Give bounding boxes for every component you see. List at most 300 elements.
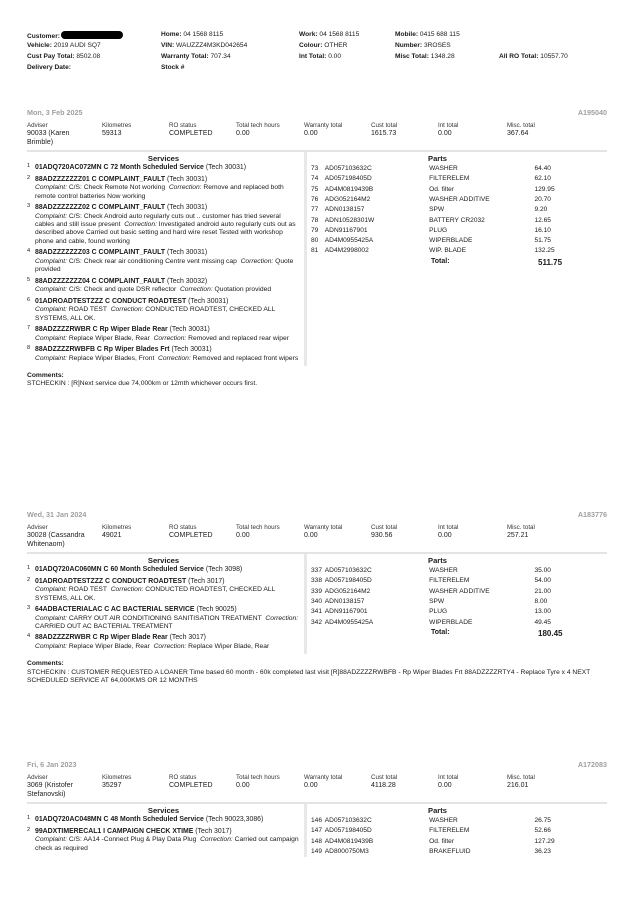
total-tech-hours-value: 0.00 (236, 531, 250, 539)
warranty-total-label: Warranty total (304, 122, 343, 129)
correction-text: CARRIED OUT AC BACTERIAL TREATMENT (35, 623, 173, 630)
part-code: ADN10528301W (324, 216, 375, 224)
service-detail (35, 355, 300, 363)
warranty-total-value: 0.00 (304, 129, 318, 137)
service-detail (35, 335, 300, 343)
cust-total-column (371, 524, 397, 541)
part-row (311, 837, 564, 847)
ro-body (27, 152, 607, 366)
adviser-label: Adviser (27, 122, 48, 129)
complaint-text: Replace Wiper Blade, Rear (68, 643, 150, 650)
part-row (311, 236, 564, 246)
kilometres-label: Kilometres (102, 524, 132, 531)
part-description: Od. filter (429, 185, 455, 193)
part-code: AD057198405D (324, 175, 372, 183)
part-code: ADN0138157 (324, 206, 365, 214)
service-number: 2 (27, 576, 31, 583)
complaint-label: Complaint: (35, 354, 67, 362)
part-amount: 49.45 (534, 618, 551, 626)
part-row (311, 215, 564, 225)
part-amount: 54.00 (534, 577, 551, 585)
ro-number: A195040 (577, 108, 607, 117)
adviser-column (27, 524, 93, 549)
cust-total-label: Cust total (371, 122, 398, 129)
service-number: 4 (27, 248, 31, 255)
ro-body (27, 554, 607, 654)
kilometres-column (102, 524, 131, 541)
part-index: 146 (311, 817, 323, 825)
complaint-label: Complaint: (35, 614, 67, 622)
service-tech: (Tech 3017) (188, 577, 225, 585)
complaint-text: ROAD TEST (68, 586, 107, 594)
service-code: 01ADROADTESTZZZ C CONDUCT ROADTEST (35, 297, 187, 305)
parts-total-row (311, 628, 564, 640)
part-description: WIPERBLADE (429, 618, 473, 626)
part-description: FILTERELEM (429, 175, 470, 183)
service-tech: (Tech 30032) (166, 277, 208, 285)
services-heading: Services (147, 556, 180, 565)
complaint-text: Replace Wiper Blade, Rear (68, 334, 150, 342)
correction-label: Correction: (179, 286, 213, 294)
part-row (311, 576, 564, 586)
part-amount: 51.75 (534, 237, 551, 245)
ro-summary (27, 774, 607, 804)
service-number: 8 (27, 344, 31, 351)
part-description: FILTERELEM (429, 827, 470, 835)
part-amount: 64.40 (534, 165, 551, 173)
service-code: 88ADZZZZZZZ02 C COMPLAINT_FAULT (35, 204, 166, 211)
service-code: 88ADZZZZRWBR C Rp Wiper Blade Rear (35, 325, 168, 333)
int-total-value: 0.00 (438, 781, 452, 789)
service-number: 7 (27, 324, 31, 331)
delivery-date-field: Delivery Date: (27, 64, 71, 71)
misc-total-column (507, 524, 535, 541)
parts-heading: Parts (428, 806, 447, 815)
correction-label: Correction: (153, 334, 187, 342)
part-index: 74 (311, 175, 319, 183)
part-index: 147 (311, 827, 323, 835)
service-code: 01ADQ720AC048MN C 48 Month Scheduled Service (35, 816, 204, 823)
service-item (27, 326, 300, 343)
service-detail (35, 306, 300, 323)
service-code: 88ADZZZZZZZ04 C COMPLAINT_FAULT (35, 277, 166, 285)
cust-total-value: 4118.28 (371, 781, 396, 789)
service-tech: (Tech 3098) (205, 566, 243, 573)
service-item (27, 249, 300, 274)
cust-total-value: 930.56 (371, 531, 393, 539)
service-tech: (Tech 30031) (171, 345, 212, 353)
part-amount: 26.75 (534, 817, 551, 825)
service-number: 3 (27, 203, 31, 209)
total-tech-hours-column (236, 774, 280, 791)
part-amount: 132.25 (534, 247, 555, 255)
service-item (27, 634, 300, 651)
service-item (27, 816, 300, 825)
part-description: WASHER ADDITIVE (429, 587, 490, 595)
part-index: 77 (311, 206, 319, 214)
part-description: WIPERBLADE (429, 237, 473, 245)
cust-total-column (371, 122, 397, 139)
ro-header (27, 108, 607, 122)
service-code: 88ADZZZZZZZ01 C COMPLAINT_FAULT (35, 175, 166, 183)
part-row (311, 185, 564, 195)
part-code: AD057198405D (324, 827, 372, 835)
correction-text: CONDUCTED ROADTEST, CHECKED ALL SYSTEMS, ALL OK. (35, 306, 276, 322)
ro-status-value: COMPLETED (169, 531, 213, 539)
part-index: 149 (311, 847, 323, 855)
correction-label: Correction: (110, 586, 144, 594)
ro-date: Fri, 6 Jan 2023 (27, 760, 77, 769)
complaint-text: Replace Wiper Blades, Front (68, 354, 155, 362)
parts-heading: Parts (428, 154, 447, 163)
part-description: Od. filter (429, 837, 455, 845)
service-number: 4 (27, 633, 31, 640)
part-code: ADG052164M2 (324, 587, 371, 595)
service-code: 01ADQ720AC060MN C 60 Month Scheduled Service (35, 566, 204, 573)
service-code: 99ADXTIMERECAL1 I CAMPAIGN CHECK XTIME (35, 827, 194, 835)
total-tech-hours-value: 0.00 (236, 129, 250, 137)
warranty-total-field: Warranty Total: 707.34 (161, 53, 231, 60)
part-code: AD057198405D (324, 577, 372, 585)
part-index: 79 (311, 226, 319, 234)
service-item (27, 578, 300, 603)
correction-text: Carried out campaign check as required (35, 836, 299, 852)
complaint-label: Complaint: (35, 184, 67, 192)
repair-order (27, 510, 607, 686)
service-item (27, 566, 300, 575)
part-row (311, 226, 564, 236)
service-item (27, 606, 300, 631)
service-tech: (Tech 90023,3086) (205, 816, 264, 823)
customer-field: Customer: (27, 31, 123, 41)
part-description: SPW (429, 206, 445, 214)
warranty-total-value: 0.00 (304, 781, 318, 789)
misc-total-value: 367.64 (507, 129, 529, 137)
part-index: 75 (311, 185, 319, 193)
int-total-label: Int total (438, 524, 459, 531)
part-amount: 13.00 (534, 608, 551, 616)
parts-column (304, 554, 564, 654)
part-index: 339 (311, 587, 323, 595)
correction-label: Correction: (240, 257, 274, 265)
misc-total-label: Misc. total (507, 524, 535, 531)
comments-text: STCHECKIN : CUSTOMER REQUESTED A LOANER Time based 60 month - 60k completed last visit [R]88ADZZZZRWBFB - Rp Wiper Blades Frt 88ADZZZZRTY4 - Replace Tyre x 4 NEXT SCHEDULED SERVICE AT 64,000KMS OR 12 MONTHS (27, 668, 591, 685)
int-total-value: 0.00 (438, 129, 452, 137)
ro-summary (27, 524, 607, 554)
part-amount: 62.10 (534, 175, 551, 183)
total-tech-hours-column (236, 524, 280, 541)
part-row (311, 607, 564, 617)
complaint-label: Complaint: (35, 643, 67, 650)
warranty-total-column (304, 774, 342, 791)
service-code: 64ADBACTERIALAC C AC BACTERIAL SERVICE (35, 606, 195, 613)
work-phone-field: Work: 04 1568 8115 (299, 31, 360, 38)
ro-status-label: RO status (169, 524, 197, 531)
correction-text: Remove and replaced both remote control batteries Now working (35, 184, 284, 200)
service-number: 3 (27, 605, 31, 611)
ro-status-value: COMPLETED (169, 129, 213, 137)
services-column (27, 152, 304, 366)
warranty-total-column (304, 524, 342, 541)
service-detail (35, 836, 300, 853)
ro-comments (27, 372, 607, 389)
part-row (311, 826, 564, 836)
complaint-label: Complaint: (35, 212, 67, 220)
cust-total-value: 1615.73 (371, 129, 397, 137)
part-index: 148 (311, 837, 323, 845)
cust-total-column (371, 774, 397, 791)
parts-column (304, 152, 564, 366)
service-number: 2 (27, 174, 31, 181)
kilometres-value: 35297 (102, 781, 122, 789)
part-index: 80 (311, 237, 319, 245)
service-item (27, 828, 300, 853)
part-index: 338 (311, 577, 323, 585)
parts-total-label: Total: (431, 258, 450, 266)
service-tech: (Tech 30031) (166, 175, 208, 183)
part-code: AD057103632C (324, 165, 372, 173)
service-item (27, 176, 300, 201)
service-item (27, 204, 300, 246)
part-code: AD4M0819439B (324, 185, 374, 193)
part-code: AD057103632C (324, 567, 372, 575)
parts-heading: Parts (428, 556, 447, 565)
complaint-label: Complaint: (35, 586, 67, 594)
part-code: AD4M0955425A (324, 237, 374, 245)
part-code: ADN91167901 (324, 608, 368, 616)
int-total-column (438, 122, 458, 139)
part-index: 337 (311, 567, 323, 575)
correction-text: Quote provided (35, 257, 294, 274)
services-heading: Services (147, 154, 180, 163)
complaint-label: Complaint: (35, 306, 67, 314)
int-total-label: Int total (438, 122, 459, 129)
ro-number: A172083 (577, 760, 607, 769)
parts-total-label: Total: (431, 629, 450, 637)
misc-total-label: Misc. total (507, 774, 535, 781)
kilometres-label: Kilometres (102, 774, 132, 781)
part-row (311, 195, 564, 205)
part-amount: 12.65 (534, 216, 551, 224)
repair-order (27, 108, 607, 389)
total-tech-hours-value: 0.00 (236, 781, 250, 789)
cust-total-label: Cust total (371, 774, 398, 781)
part-row (311, 566, 564, 576)
service-code: 88ADZZZZZZZ03 C COMPLAINT_FAULT (35, 249, 166, 257)
services-column (27, 804, 304, 857)
part-amount: 9.20 (534, 206, 548, 214)
int-total-column (438, 524, 458, 541)
part-amount: 20.70 (534, 195, 551, 203)
correction-label: Correction: (110, 306, 144, 314)
total-tech-hours-label: Total tech hours (236, 774, 280, 781)
redaction-mark (61, 31, 123, 39)
complaint-text: C/S: Check Android auto regularly cuts out .. customer has tried several cables and still issue present (35, 212, 281, 228)
correction-text: CONDUCTED ROADTEST, CHECKED ALL SYSTEMS, ALL OK. (35, 586, 276, 602)
part-description: SPW (429, 597, 445, 605)
correction-text: Removed and replaced front wipers (192, 354, 299, 362)
part-index: 76 (311, 195, 319, 203)
service-item (27, 278, 300, 295)
complaint-label: Complaint: (35, 257, 67, 265)
total-tech-hours-column (236, 122, 280, 139)
repair-order (27, 760, 607, 857)
ro-date: Mon, 3 Feb 2025 (27, 108, 83, 117)
ro-header (27, 510, 607, 524)
ro-summary (27, 122, 607, 152)
service-number: 5 (27, 276, 31, 283)
colour-field: Colour: OTHER (299, 42, 348, 49)
adviser-column (27, 774, 93, 799)
int-total-label: Int total (438, 774, 459, 781)
kilometres-value: 49021 (102, 531, 122, 539)
part-code: AD4M0819439B (324, 837, 374, 845)
int-total-column (438, 774, 458, 791)
ro-date: Wed, 31 Jan 2024 (27, 510, 87, 519)
service-tech: (Tech 3017) (195, 827, 232, 835)
service-item (27, 346, 300, 363)
misc-total-field: Misc Total: 1348.28 (395, 53, 455, 60)
adviser-label: Adviser (27, 774, 48, 781)
part-description: FILTERELEM (429, 577, 470, 585)
service-number: 2 (27, 826, 31, 833)
ro-status-column (169, 774, 213, 791)
part-description: BATTERY CR2032 (429, 216, 485, 224)
part-row (311, 164, 564, 174)
service-code: 01ADQ720AC072MN C 72 Month Scheduled Service (35, 164, 204, 171)
part-index: 342 (311, 618, 323, 626)
service-number: 1 (27, 815, 31, 821)
int-total-field: Int Total: 0.00 (299, 53, 342, 60)
part-description: PLUG (429, 608, 448, 616)
service-tech: (Tech 30031) (166, 249, 208, 257)
customer-header (27, 31, 607, 75)
kilometres-column (102, 122, 131, 139)
complaint-label: Complaint: (35, 836, 67, 844)
service-detail (35, 643, 300, 651)
stock-field: Stock # (161, 64, 185, 71)
service-number: 1 (27, 163, 31, 169)
ro-comments (27, 660, 607, 685)
service-detail (35, 286, 300, 294)
service-code: 88ADZZZZRWBR C Rp Wiper Blade Rear (35, 634, 168, 642)
parts-total-row (311, 257, 564, 269)
home-phone-field: Home: 04 1568 8115 (161, 31, 224, 38)
ro-body (27, 804, 607, 857)
complaint-text: C/S: Check Remote Not working (68, 184, 166, 192)
service-detail (35, 615, 300, 632)
complaint-label: Complaint: (35, 286, 67, 294)
parts-total-value: 180.45 (538, 628, 563, 638)
misc-total-column (507, 122, 535, 139)
part-description: PLUG (429, 226, 448, 234)
service-item (27, 164, 300, 173)
part-row (311, 816, 564, 826)
adviser-value: 90033 (Karen Brimble) (27, 129, 70, 146)
service-item (27, 298, 300, 323)
kilometres-value: 59313 (102, 129, 122, 137)
part-amount: 35.00 (534, 567, 551, 575)
misc-total-value: 257.21 (507, 531, 529, 539)
ro-number: A183776 (577, 510, 607, 519)
part-index: 78 (311, 216, 319, 224)
services-heading: Services (147, 806, 180, 815)
part-code: AD4M0955425A (324, 618, 374, 626)
part-index: 73 (311, 165, 319, 173)
service-tech: (Tech 90025) (196, 606, 237, 613)
service-tech: (Tech 30031) (188, 297, 229, 305)
part-description: WASHER (429, 817, 458, 825)
service-number: 6 (27, 296, 31, 303)
part-code: ADG052164M2 (324, 195, 371, 203)
number-field: Number: 3ROSES (395, 42, 451, 49)
part-index: 340 (311, 597, 323, 605)
correction-label: Correction: (200, 836, 233, 844)
complaint-text: C/S: AA14 -Connect Plug & Play Data Plug (68, 836, 197, 844)
part-code: AD057103632C (324, 817, 372, 825)
service-tech: (Tech 3017) (169, 634, 206, 642)
part-amount: 52.66 (534, 827, 551, 835)
complaint-text: C/S: Check rear air conditioning Centre vent missing cap (68, 257, 237, 265)
comments-label: Comments: (27, 371, 64, 379)
part-code: AD8000750M3 (324, 847, 369, 855)
part-code: AD4M2998002 (324, 247, 369, 255)
warranty-total-column (304, 122, 342, 139)
total-tech-hours-label: Total tech hours (236, 122, 280, 129)
ro-header (27, 760, 607, 774)
ro-status-column (169, 524, 213, 541)
ro-status-value: COMPLETED (169, 781, 213, 789)
misc-total-value: 216.01 (507, 781, 529, 789)
parts-total-value: 511.75 (538, 257, 563, 267)
correction-label: Correction: (168, 184, 202, 192)
part-row (311, 597, 564, 607)
parts-column (304, 804, 564, 857)
cust-total-label: Cust total (371, 524, 398, 531)
part-amount: 16.10 (534, 226, 551, 234)
adviser-value: 3069 (Kristofer Stefanovski) (27, 781, 73, 798)
service-detail (35, 258, 300, 275)
warranty-total-value: 0.00 (304, 531, 318, 539)
part-description: BRAKEFLUID (429, 847, 471, 855)
kilometres-label: Kilometres (102, 122, 132, 129)
mobile-phone-field: Mobile: 0415 688 115 (395, 31, 460, 38)
vin-field: VIN: WAUZZZ4M3KD042654 (161, 42, 248, 49)
warranty-total-label: Warranty total (304, 524, 343, 531)
part-index: 341 (311, 608, 323, 616)
complaint-text: ROAD TEST (68, 306, 107, 314)
service-code: 88ADZZZZRWBFB C Rp Wiper Blades Frt (35, 345, 170, 353)
part-description: WASHER (429, 567, 458, 575)
complaint-label: Complaint: (35, 334, 67, 342)
cust-pay-total-field: Cust Pay Total: 8502.08 (27, 53, 101, 60)
part-code: ADN0138157 (324, 597, 365, 605)
complaint-text: C/S: Check and quote DSR reflector (68, 286, 177, 294)
part-row (311, 174, 564, 184)
service-detail (35, 213, 300, 247)
kilometres-column (102, 774, 131, 791)
correction-text: Investigated android auto regularly cuts out as described above Carried out basic setting and hard wire reset Tested with workshop phone and cable, found working (35, 221, 296, 245)
ro-status-column (169, 122, 213, 139)
part-amount: 36.23 (534, 847, 551, 855)
part-index: 81 (311, 247, 319, 255)
warranty-total-label: Warranty total (304, 774, 343, 781)
part-amount: 127.29 (534, 837, 555, 845)
part-amount: 21.00 (534, 587, 551, 595)
total-tech-hours-label: Total tech hours (236, 524, 280, 531)
int-total-value: 0.00 (438, 531, 452, 539)
correction-text: Quotation provided (214, 286, 272, 294)
